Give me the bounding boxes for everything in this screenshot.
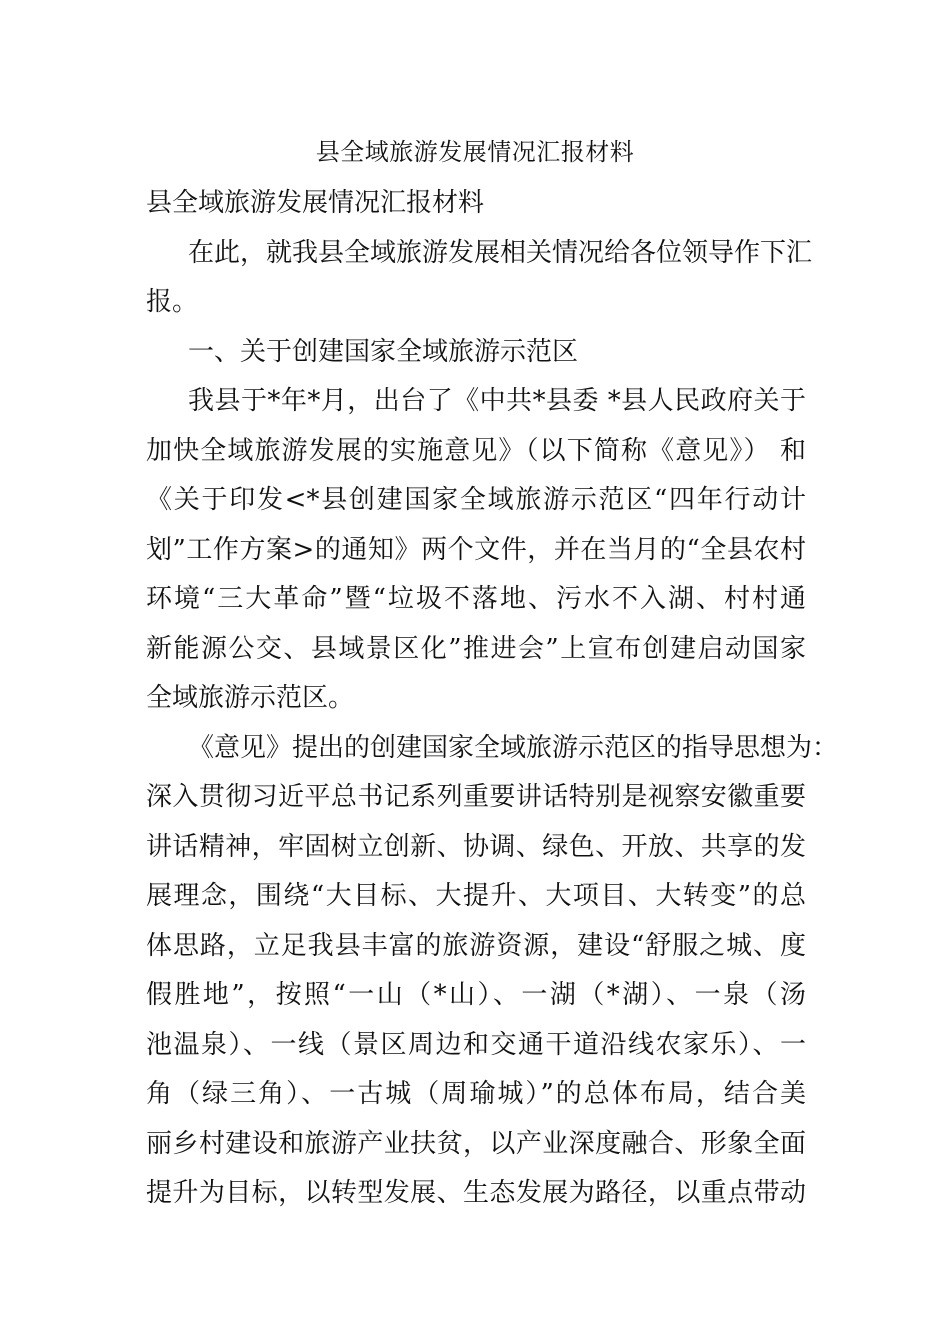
section-heading: 一、关于创建国家全域旅游示范区 [188, 337, 579, 367]
paragraph-line: 新能源公交、县域景区化”推进会”上宣布创建启动国家 [146, 634, 806, 664]
paragraph-line: 深入贯彻习近平总书记系列重要讲话特别是视察安徽重要 [146, 782, 806, 812]
paragraph-line: 报。 [146, 287, 199, 317]
paragraph-line: 环境“三大革命”暨“垃圾不落地、污水不入湖、村村通 [146, 584, 806, 614]
paragraph-line: 全域旅游示范区。 [146, 683, 355, 713]
paragraph-line: 提升为目标，以转型发展、生态发展为路径，以重点带动 [146, 1178, 806, 1208]
paragraph-line: 展理念，围绕“大目标、大提升、大项目、大转变”的总 [146, 881, 806, 911]
paragraph-line: 《意见》提出的创建国家全域旅游示范区的指导思想为： [188, 733, 839, 763]
paragraph-line: 《关于印发<*县创建国家全域旅游示范区“四年行动计 [146, 485, 806, 515]
paragraph-line: 在此，就我县全域旅游发展相关情况给各位领导作下汇 [188, 238, 813, 268]
paragraph-line: 角（绿三角）、一古城（周瑜城）”的总体布局，结合美 [146, 1079, 806, 1109]
page-title: 县全域旅游发展情况汇报材料 [315, 138, 635, 166]
paragraph-line: 体思路，立足我县丰富的旅游资源，建设“舒服之城、度 [146, 931, 806, 961]
paragraph-line: 划”工作方案>的通知》两个文件，并在当月的“全县农村 [146, 535, 806, 565]
paragraph-line: 我县于*年*月，出台了《中共*县委 *县人民政府关于 [188, 386, 806, 416]
subtitle-line: 县全域旅游发展情况汇报材料 [146, 188, 485, 218]
paragraph-line: 假胜地”，按照“一山（*山）、一湖（*湖）、一泉（汤 [146, 980, 806, 1010]
paragraph-line: 池温泉）、一线（景区周边和交通干道沿线农家乐）、一 [146, 1030, 806, 1060]
paragraph-line: 讲话精神，牢固树立创新、协调、绿色、开放、共享的发 [146, 832, 806, 862]
paragraph-line: 丽乡村建设和旅游产业扶贫，以产业深度融合、形象全面 [146, 1129, 806, 1159]
paragraph-line: 加快全域旅游发展的实施意见》（以下简称《意见》） 和 [146, 436, 806, 466]
